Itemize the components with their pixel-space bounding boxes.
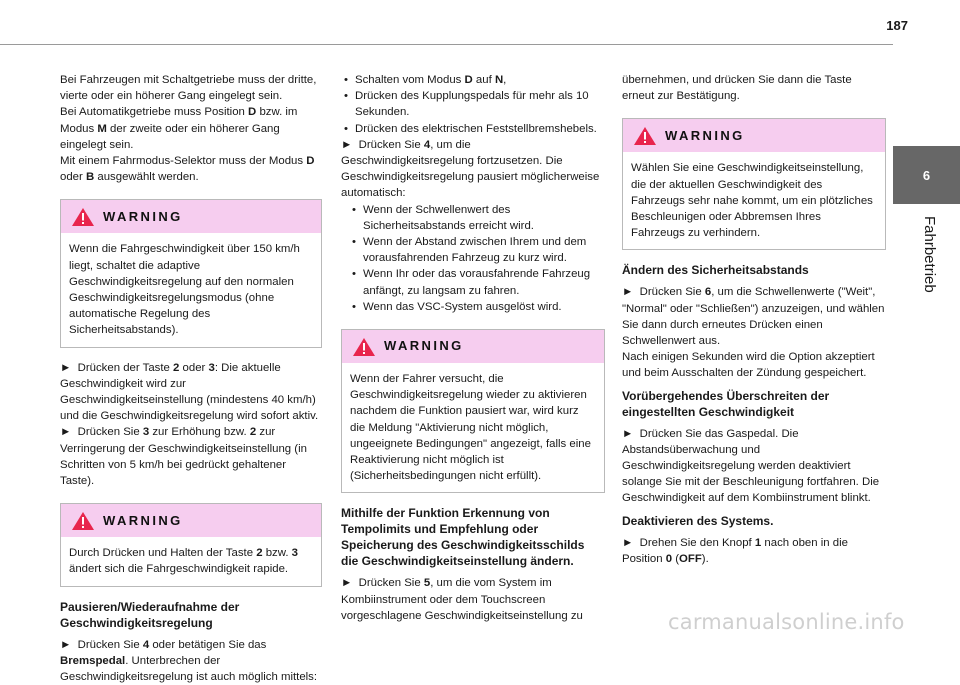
bullet-list [341, 72, 605, 137]
warning-text: Durch Drücken und Halten der Taste 2 bzw. 3 ändert sich die Fahrgeschwindigkeit rapide. [69, 547, 299, 576]
arrow-icon: ► [60, 426, 72, 439]
arrow-icon: ► [622, 286, 634, 299]
section-heading: Vorübergehendes Überschreiten der eingestellten Geschwindigkeit [622, 388, 830, 419]
warning-text: Wenn die Fahrgeschwindigkeit über 150 km/h liegt, schaltet die adaptive Geschwindigkeitsregelung auf den normalen Geschwindigkeitsregelungsmodus (ohne automatische Regelung des Sicherheitsabstands). [69, 243, 300, 337]
list-item: • Wenn der Schwellenwert des Sicherheitsabstands erreicht wird. [352, 202, 605, 234]
list-item: • Schalten vom Modus D auf N, [341, 72, 605, 88]
warning-box [341, 329, 605, 493]
step: ► Drücken der Taste 2 oder 3: Die aktuelle Geschwindigkeit wird zur Geschwindigkeitseinstellung (mindestens 40 km/h) und die Geschwindigkeitsregelung wird sofort aktiv. [60, 361, 319, 423]
warning-header [623, 119, 885, 152]
paragraph: Bei Automatikgetriebe muss Position D bzw. im Modus M der zweite oder ein höherer Gang eingelegt sein. [60, 106, 298, 151]
warning-header [342, 330, 604, 363]
paragraph: übernehmen, und drücken Sie dann die Taste erneut zur Bestätigung. [622, 74, 852, 103]
warning-triangle-icon [352, 337, 376, 357]
warning-box [60, 199, 322, 347]
sub-bullet-list [352, 202, 605, 315]
chapter-title: Fahrbetrieb [921, 216, 938, 293]
step: ► Drücken Sie 4 oder betätigen Sie das Bremspedal. Unterbrechen der Geschwindigkeitsregelung ist auch möglich mittels: [60, 638, 318, 684]
arrow-icon: ► [60, 638, 72, 651]
warning-text: Wenn der Fahrer versucht, die Geschwindigkeitsregelung wieder zu aktivieren nachdem die Funktion pausiert war, wird kurz die Meldung "Aktivierung nicht möglich, ungeeignete Bedingungen" angezeigt, falls eine Reaktivierung nicht möglich ist (Sicherheitsbedingungen nicht erfüllt). [350, 373, 591, 483]
warning-header [61, 200, 321, 233]
warning-title: WARNING [103, 208, 183, 224]
list-item: • Wenn Ihr oder das vorausfahrende Fahrzeug anfängt, zu langsam zu fahren. [352, 266, 605, 298]
section-heading: Pausieren/Wiederaufnahme der Geschwindigkeitsregelung [60, 599, 240, 630]
section-heading: Mithilfe der Funktion Erkennung von Tempolimits und Empfehlung oder Speicherung des Geschwindigkeitsschilds die Geschwindigkeitseinstellung ändern. [341, 506, 585, 569]
list-item: • Wenn der Abstand zwischen Ihrem und dem vorausfahrenden Fahrzeug zu kurz wird. [352, 234, 605, 266]
column-1 [60, 72, 322, 685]
step: ► Drücken Sie 4, um die Geschwindigkeitsregelung fortzusetzen. Die Geschwindigkeitsregelung pausiert möglicherweise automatisch: [341, 138, 600, 200]
section-heading: Ändern des Sicherheitsabstands [622, 263, 809, 278]
chapter-tab-number: 6 [922, 167, 931, 183]
page-number: 187 [886, 18, 908, 33]
warning-triangle-icon [633, 126, 657, 146]
warning-title: WARNING [103, 512, 183, 528]
arrow-icon: ► [341, 138, 353, 151]
paragraph: Nach einigen Sekunden wird die Option akzeptiert und beim Ausschalten der Zündung gespeichert. [622, 351, 875, 380]
step: ► Drücken Sie 5, um die vom System im Kombiinstrument oder dem Touchscreen vorgeschlagene Geschwindigkeitseinstellung zu [341, 577, 583, 622]
chapter-tab [893, 146, 960, 204]
arrow-icon: ► [622, 536, 634, 549]
column-2 [341, 72, 605, 624]
list-item: • Wenn das VSC-System ausgelöst wird. [352, 299, 605, 315]
warning-title: WARNING [665, 127, 745, 143]
arrow-icon: ► [60, 361, 72, 374]
arrow-icon: ► [341, 577, 353, 590]
top-rule [0, 44, 893, 45]
list-item: • Drücken des Kupplungspedals für mehr als 10 Sekunden. [341, 88, 605, 120]
warning-box [60, 503, 322, 586]
warning-header [61, 504, 321, 537]
paragraph: Bei Fahrzeugen mit Schaltgetriebe muss der dritte, vierte oder ein höherer Gang eingelegt sein. [60, 74, 317, 103]
warning-triangle-icon [71, 207, 95, 227]
step: ► Drücken Sie das Gaspedal. Die Abstandsüberwachung und Geschwindigkeitsregelung werden deaktiviert solange Sie mit der Beschleunigung fortfahren. Die Geschwindigkeit auf dem Kombiinstrument blinkt. [622, 427, 880, 505]
paragraph: Mit einem Fahrmodus-Selektor muss der Modus D oder B ausgewählt werden. [60, 155, 315, 184]
step: ► Drücken Sie 6, um die Schwellenwerte ("Weit", "Normal" oder "Schließen") anzuzeigen, und wählen Sie dann durch erneutes Drücken einen Schwellenwert aus. [622, 286, 885, 348]
column-3 [622, 72, 886, 567]
warning-triangle-icon [71, 511, 95, 531]
arrow-icon: ► [622, 427, 634, 440]
step: ► Drehen Sie den Knopf 1 nach oben in die Position 0 (OFF). [622, 536, 848, 565]
warning-title: WARNING [384, 338, 464, 354]
section-heading: Deaktivieren des Systems. [622, 513, 774, 528]
warning-box [622, 118, 886, 250]
warning-text: Wählen Sie eine Geschwindigkeitseinstellung, die der aktuellen Geschwindigkeit des Fahrzeugs sehr nahe kommt, um ein plötzliches Beschleunigen oder Abbremsen Ihres Fahrzeugs zu verhindern. [631, 162, 873, 240]
list-item: • Drücken des elektrischen Feststellbremshebels. [341, 121, 605, 137]
step: ► Drücken Sie 3 zur Erhöhung bzw. 2 zur Verringerung der Geschwindigkeitseinstellung (in Schritten von 5 km/h bei gedrückt gehaltener Taste). [60, 426, 307, 488]
watermark: carmanualsonline.info [668, 610, 905, 634]
